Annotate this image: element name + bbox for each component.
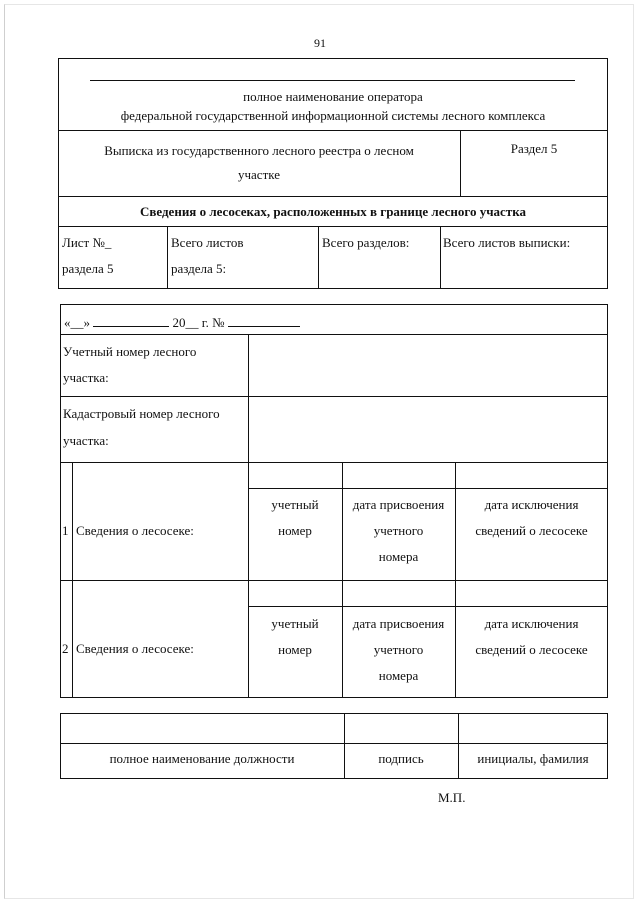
- signature-col-divider-1: [344, 713, 345, 779]
- section-label: Раздел 5: [510, 141, 558, 156]
- row-divider-4: [60, 580, 608, 581]
- signature-divider: [60, 743, 608, 744]
- row-divider-1: [60, 334, 608, 335]
- name-caption: инициалы, фамилия: [477, 751, 589, 766]
- info-col-divider-3: [440, 226, 441, 289]
- row1-col1-line2: номер: [278, 523, 312, 538]
- row2-col2-line2: учетного: [373, 642, 424, 657]
- date-day: «__»: [64, 315, 90, 330]
- stamp-label: М.П.: [438, 790, 466, 805]
- operator-caption-line1: полное наименование оператора: [243, 89, 423, 104]
- page-number: 91: [314, 36, 326, 50]
- extract-title-line2: участке: [237, 167, 281, 182]
- name-field[interactable]: [460, 715, 606, 741]
- row-divider-2: [60, 396, 608, 397]
- date-line: [64, 314, 300, 331]
- subtitle-divider: [58, 196, 608, 197]
- row2-account-number-field[interactable]: [250, 582, 340, 604]
- row2-label: Сведения о лесосеке:: [76, 641, 194, 656]
- row2-col1-line1: учетный: [271, 616, 319, 631]
- row1-assign-date-field[interactable]: [344, 464, 453, 486]
- signature-col-divider-2: [458, 713, 459, 779]
- date-month-field[interactable]: [93, 314, 169, 327]
- document-number-field[interactable]: [228, 314, 300, 327]
- operator-caption-line2: федеральной государственной информационной системы лесного комплекса: [120, 108, 546, 123]
- position-field[interactable]: [62, 715, 342, 741]
- sheet-number-line1: Лист №_: [62, 235, 112, 250]
- row2-exclusion-date-field[interactable]: [457, 582, 606, 604]
- row-divider-3: [60, 462, 608, 463]
- extract-title-line1: Выписка из государственного лесного реестра о лесном: [104, 143, 414, 158]
- signature-field[interactable]: [346, 715, 456, 741]
- row2-col2-line3: номера: [378, 668, 419, 683]
- row2-col1-line2: номер: [278, 642, 312, 657]
- row1-index: 1: [62, 523, 69, 538]
- total-sheets-line2: раздела 5:: [171, 261, 227, 276]
- cadastral-number-field[interactable]: [250, 398, 606, 460]
- total-sections: Всего разделов:: [322, 235, 410, 250]
- signature-caption: подпись: [378, 751, 424, 766]
- row2-assign-date-field[interactable]: [344, 582, 453, 604]
- header-divider: [58, 130, 608, 131]
- row2-index: 2: [62, 641, 69, 656]
- row1-account-number-field[interactable]: [250, 464, 340, 486]
- account-number-field[interactable]: [250, 336, 606, 394]
- account-number-label-line1: Учетный номер лесного: [63, 344, 197, 359]
- row1-col2-line1: дата присвоения: [352, 497, 445, 512]
- sheet-number-line2: раздела 5: [62, 261, 114, 276]
- row1-label: Сведения о лесосеке:: [76, 523, 194, 538]
- operator-name-line[interactable]: [90, 80, 575, 81]
- position-caption: полное наименование должности: [109, 751, 295, 766]
- row1-col1-line1: учетный: [271, 497, 319, 512]
- cadastral-label-line1: Кадастровый номер лесного: [63, 406, 220, 421]
- account-number-label-line2: участка:: [63, 370, 109, 385]
- row2-value-divider: [248, 606, 608, 607]
- total-extract-sheets: Всего листов выписки:: [443, 235, 571, 250]
- total-sheets-line1: Всего листов: [171, 235, 244, 250]
- row1-col2-line2: учетного: [373, 523, 424, 538]
- cadastral-label-line2: участка:: [63, 433, 109, 448]
- row1-exclusion-date-field[interactable]: [457, 464, 606, 486]
- row2-col2-line1: дата присвоения: [352, 616, 445, 631]
- info-col-divider-2: [318, 226, 319, 289]
- row1-col3-line1: дата исключения: [484, 497, 579, 512]
- row1-col2-line3: номера: [378, 549, 419, 564]
- info-col-divider-1: [167, 226, 168, 289]
- row1-col3-line2: сведений о лесосеке: [475, 523, 588, 538]
- info-row-divider: [58, 226, 608, 227]
- row2-col3-line2: сведений о лесосеке: [475, 642, 588, 657]
- subtitle: Сведения о лесосеках, расположенных в границе лесного участка: [139, 204, 527, 219]
- row1-value-divider: [248, 488, 608, 489]
- date-year: 20__ г. №: [172, 315, 225, 330]
- row2-col3-line1: дата исключения: [484, 616, 579, 631]
